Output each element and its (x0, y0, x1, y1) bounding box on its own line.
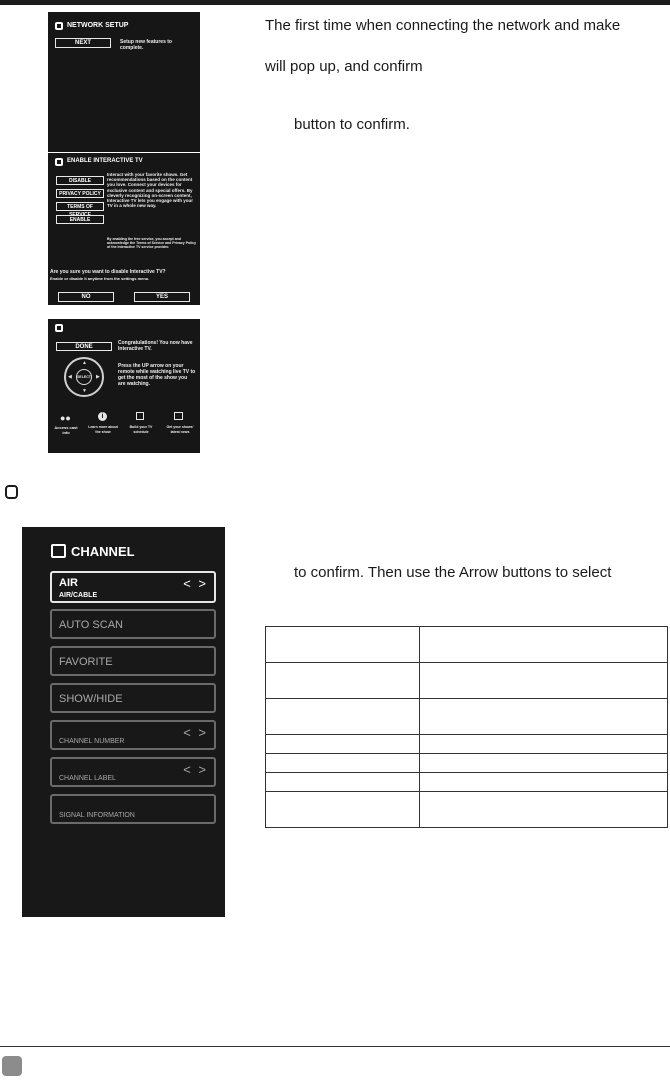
table-row (266, 754, 668, 773)
menu-item-air-value: AIR/CABLE (59, 592, 98, 599)
checkbox-icon (55, 324, 63, 332)
doc-line-2: will pop up, and confirm (265, 58, 423, 75)
table-cell (266, 773, 420, 792)
checkbox-icon (55, 22, 63, 30)
table-cell (420, 735, 668, 754)
terms-of-service-button[interactable]: TERMS OF SERVICE (56, 202, 104, 211)
arrow-down-icon: ▼ (82, 388, 87, 394)
interactive-tv-description: Interact with your favorite shows. Get recommendations based on the content you love. Connect your devices for exclusive content and special offers. By cleverly recognizing on-screen content, Interactive TV lets you engage with your TV in a whole new way. (107, 172, 194, 209)
no-button[interactable]: NO (58, 292, 114, 302)
yes-button[interactable]: YES (134, 292, 190, 302)
channel-menu-screen (22, 527, 225, 917)
disable-button[interactable]: DISABLE (56, 176, 104, 185)
page-number-box (2, 1056, 22, 1076)
congrats-text: Congratulations! You now have Interactive TV. (118, 340, 193, 352)
table-cell (420, 627, 668, 663)
interactive-tv-done-screen (48, 319, 200, 453)
instruction-text: Press the UP arrow on your remote while watching live TV to get the most of the show you are watching. (118, 363, 196, 387)
disable-confirm-hint: Enable or disable it anytime from the settings menu. (50, 276, 150, 281)
menu-item-label: SIGNAL INFORMATION (59, 812, 135, 819)
network-setup-screen (48, 12, 200, 152)
feature-label-schedule: Build your TV schedule (129, 425, 153, 434)
menu-item-favorite[interactable] (50, 646, 216, 676)
network-setup-title: NETWORK SETUP (67, 22, 129, 29)
calendar-icon (136, 412, 144, 420)
network-setup-description: Setup new features to complete. (120, 39, 172, 51)
feature-label-cast: Access cast info (54, 425, 78, 435)
table-cell (420, 792, 668, 828)
table-cell (420, 663, 668, 699)
done-button[interactable]: DONE (56, 342, 112, 351)
menu-item-label: CHANNEL LABEL (59, 775, 116, 782)
arrow-right-icon: ▶ (96, 374, 100, 380)
people-icon: ●● (60, 413, 71, 423)
arrow-left-icon: ◀ (68, 374, 72, 380)
menu-item-air[interactable] (50, 571, 216, 603)
table-row (266, 663, 668, 699)
section-bullet-icon (5, 485, 18, 499)
arrow-up-icon: ▲ (82, 360, 87, 366)
menu-item-label: CHANNEL NUMBER (59, 738, 125, 745)
news-icon (174, 412, 183, 420)
left-right-arrows-icon[interactable]: < > (183, 725, 208, 740)
select-button[interactable] (76, 369, 92, 385)
privacy-policy-button[interactable]: PRIVACY POLICY (56, 189, 104, 198)
menu-item-signal-information[interactable] (50, 794, 216, 824)
menu-item-label: SHOW/HIDE (59, 693, 123, 705)
table-row (266, 699, 668, 735)
interactive-tv-legal: By enabling the free service, you accept and acknowledge the Terms of Service and Privacy Policy of the Interactive TV service provider. (107, 237, 197, 250)
table-cell (266, 754, 420, 773)
doc-line-1: The first time when connecting the network and make (265, 17, 621, 34)
table-cell (266, 699, 420, 735)
left-right-arrows-icon[interactable]: < > (183, 762, 208, 777)
table-row (266, 773, 668, 792)
menu-item-auto-scan[interactable] (50, 609, 216, 639)
menu-item-air-label: AIR (59, 577, 78, 589)
table-cell (420, 699, 668, 735)
select-label: SELECT (77, 375, 91, 379)
menu-item-show-hide[interactable] (50, 683, 216, 713)
table-row (266, 627, 668, 663)
table-cell (266, 663, 420, 699)
table-cell (420, 754, 668, 773)
footer-rule (0, 1046, 670, 1047)
interactive-tv-title: ENABLE INTERACTIVE TV (67, 158, 143, 164)
channel-menu-title: CHANNEL (71, 544, 135, 559)
settings-table (265, 626, 668, 828)
menu-item-label: FAVORITE (59, 656, 113, 668)
table-row (266, 735, 668, 754)
checkbox-icon (51, 544, 66, 558)
next-button[interactable]: NEXT (55, 38, 111, 48)
menu-item-channel-number[interactable] (50, 720, 216, 750)
table-cell (266, 792, 420, 828)
table-cell (420, 773, 668, 792)
table-cell (266, 735, 420, 754)
interactive-tv-screen (48, 153, 200, 305)
left-right-arrows-icon[interactable]: < > (183, 576, 208, 591)
top-rule (0, 0, 670, 5)
table-row (266, 792, 668, 828)
feature-label-learn: Learn more about the show (88, 425, 118, 434)
checkbox-icon (55, 158, 63, 166)
feature-label-news: Get your shows' latest news (166, 425, 194, 434)
table-cell (266, 627, 420, 663)
menu-item-label: AUTO SCAN (59, 619, 123, 631)
enable-button[interactable]: ENABLE (56, 215, 104, 224)
disable-confirm-question: Are you sure you want to disable Interactive TV? (50, 269, 166, 275)
info-icon: i (98, 412, 107, 421)
doc-line-4: to confirm. Then use the Arrow buttons to select (294, 564, 612, 581)
menu-item-channel-label[interactable] (50, 757, 216, 787)
doc-line-3: button to confirm. (294, 116, 410, 133)
remote-dpad (64, 357, 104, 397)
